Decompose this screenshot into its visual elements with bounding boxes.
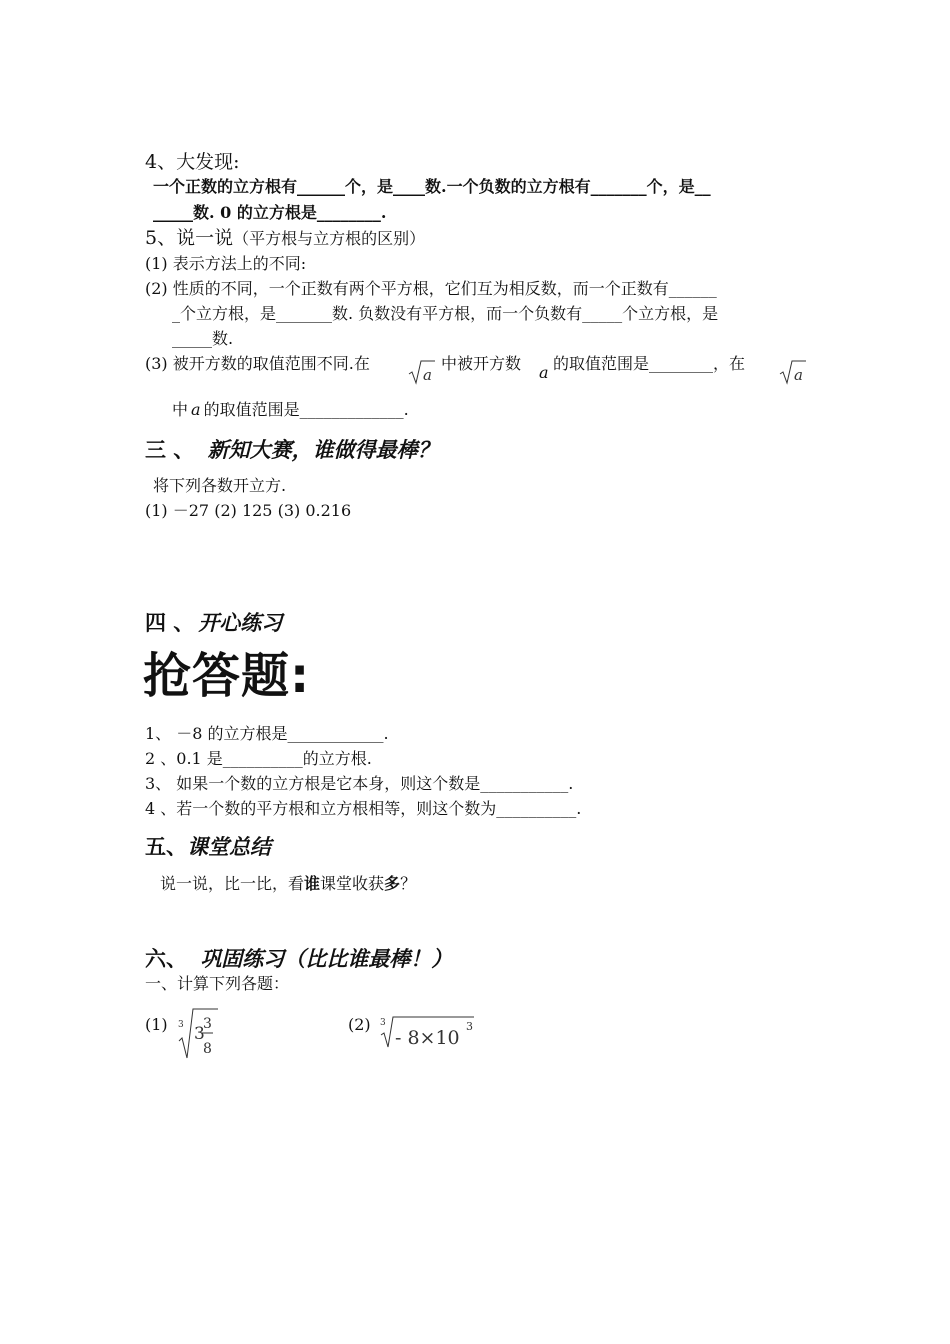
summary-line: [160, 874, 416, 894]
r1-numerator: 3: [203, 1016, 212, 1032]
r2-body: - 8×10: [395, 1027, 460, 1049]
s5-note: （平方根与立方根的区别）: [233, 229, 426, 248]
s4-line-2: _____数. 0 的立方根是________.: [153, 203, 387, 222]
summary-part-e: ？: [400, 874, 417, 893]
section-4-heading: [145, 610, 282, 636]
section-6-title: 巩固练习（比比谁最棒！）: [200, 946, 453, 971]
quick-answer-banner: 抢答题:: [143, 648, 311, 704]
section-6-heading: [145, 946, 452, 972]
s5-var-a-2: a: [191, 400, 201, 419]
summary-part-d: 多: [384, 874, 401, 893]
section-6-num: 六、: [145, 946, 187, 971]
s5-point-3a: (3) 被开方数的取值范围不同.在: [145, 354, 370, 373]
s5-point-3b: 中被开方数: [441, 354, 522, 373]
s5-point-2b: _个立方根，是_______数. 负数没有平方根，而一个负数有_____个立方根，是: [172, 304, 719, 323]
question-4: 4 、若一个数的平方根和立方根相等，则这个数为__________.: [145, 799, 582, 818]
summary-part-c: 课堂收获: [320, 874, 385, 893]
section-3-title: 新知大赛，谁做得最棒？: [207, 437, 439, 462]
s5-point-3-cont: [172, 400, 409, 420]
question-1: 1、 －8 的立方根是____________.: [145, 724, 389, 743]
s5-point-1: (1) 表示方法上的不同:: [145, 254, 307, 273]
question-3: 3、 如果一个数的立方根是它本身，则这个数是___________.: [145, 774, 574, 793]
cube-root-mixed-fraction-icon: [176, 1007, 222, 1061]
r2-index: 3: [380, 1018, 386, 1028]
s4-line-1: 一个正数的立方根有______个，是____数.一个负数的立方根有_______个，是__: [153, 177, 711, 196]
s5-title: 5、说一说: [145, 227, 234, 249]
s5-point-2a: (2) 性质的不同，一个正数有两个平方根，它们互为相反数，而一个正数有______: [145, 279, 717, 298]
s5-point-3e: 的取值范围是_____________.: [203, 400, 409, 419]
cube-root-radicand: a: [794, 366, 803, 384]
square-root-a-icon: [408, 358, 436, 386]
s5-point-2c: _____数.: [172, 329, 234, 348]
s5-point-3d: 中: [172, 400, 189, 419]
section-3-heading: [145, 437, 439, 463]
section-3-instruction: 将下列各数开立方.: [153, 476, 287, 495]
summary-part-b: 谁: [304, 874, 321, 893]
s5-point-3c: 的取值范围是________，在: [553, 354, 746, 373]
section-6-subheading: 一、计算下列各题：: [145, 974, 290, 993]
question-2: 2 、0.1 是__________的立方根.: [145, 749, 372, 768]
s5-var-a: a: [539, 363, 549, 382]
problem-1-label: (1): [145, 1015, 168, 1034]
r1-index: 3: [178, 1020, 184, 1030]
sqrt-radicand: a: [423, 366, 432, 384]
r1-whole: 3: [194, 1024, 205, 1044]
summary-part-a: 说一说，比一比，看: [160, 874, 305, 893]
cube-root-product-icon: [378, 1013, 478, 1053]
s4-title: 4、大发现:: [145, 151, 240, 173]
section-3-items: (1) －27 (2) 125 (3) 0.216: [145, 501, 352, 520]
section-5-heading: [145, 834, 271, 860]
section-4-title: 开心练习: [198, 610, 283, 635]
cube-root-a-icon: [777, 358, 807, 386]
section-4-num: 四 、: [145, 610, 195, 635]
section-5-num: 五、: [145, 834, 187, 859]
r2-exponent: 3: [466, 1020, 473, 1033]
r1-denominator: 8: [203, 1041, 212, 1057]
section-5-title: 课堂总结: [187, 834, 271, 859]
section-3-num: 三 、: [145, 437, 195, 462]
s5-heading: [145, 228, 425, 249]
problem-2-label: (2): [348, 1015, 371, 1034]
